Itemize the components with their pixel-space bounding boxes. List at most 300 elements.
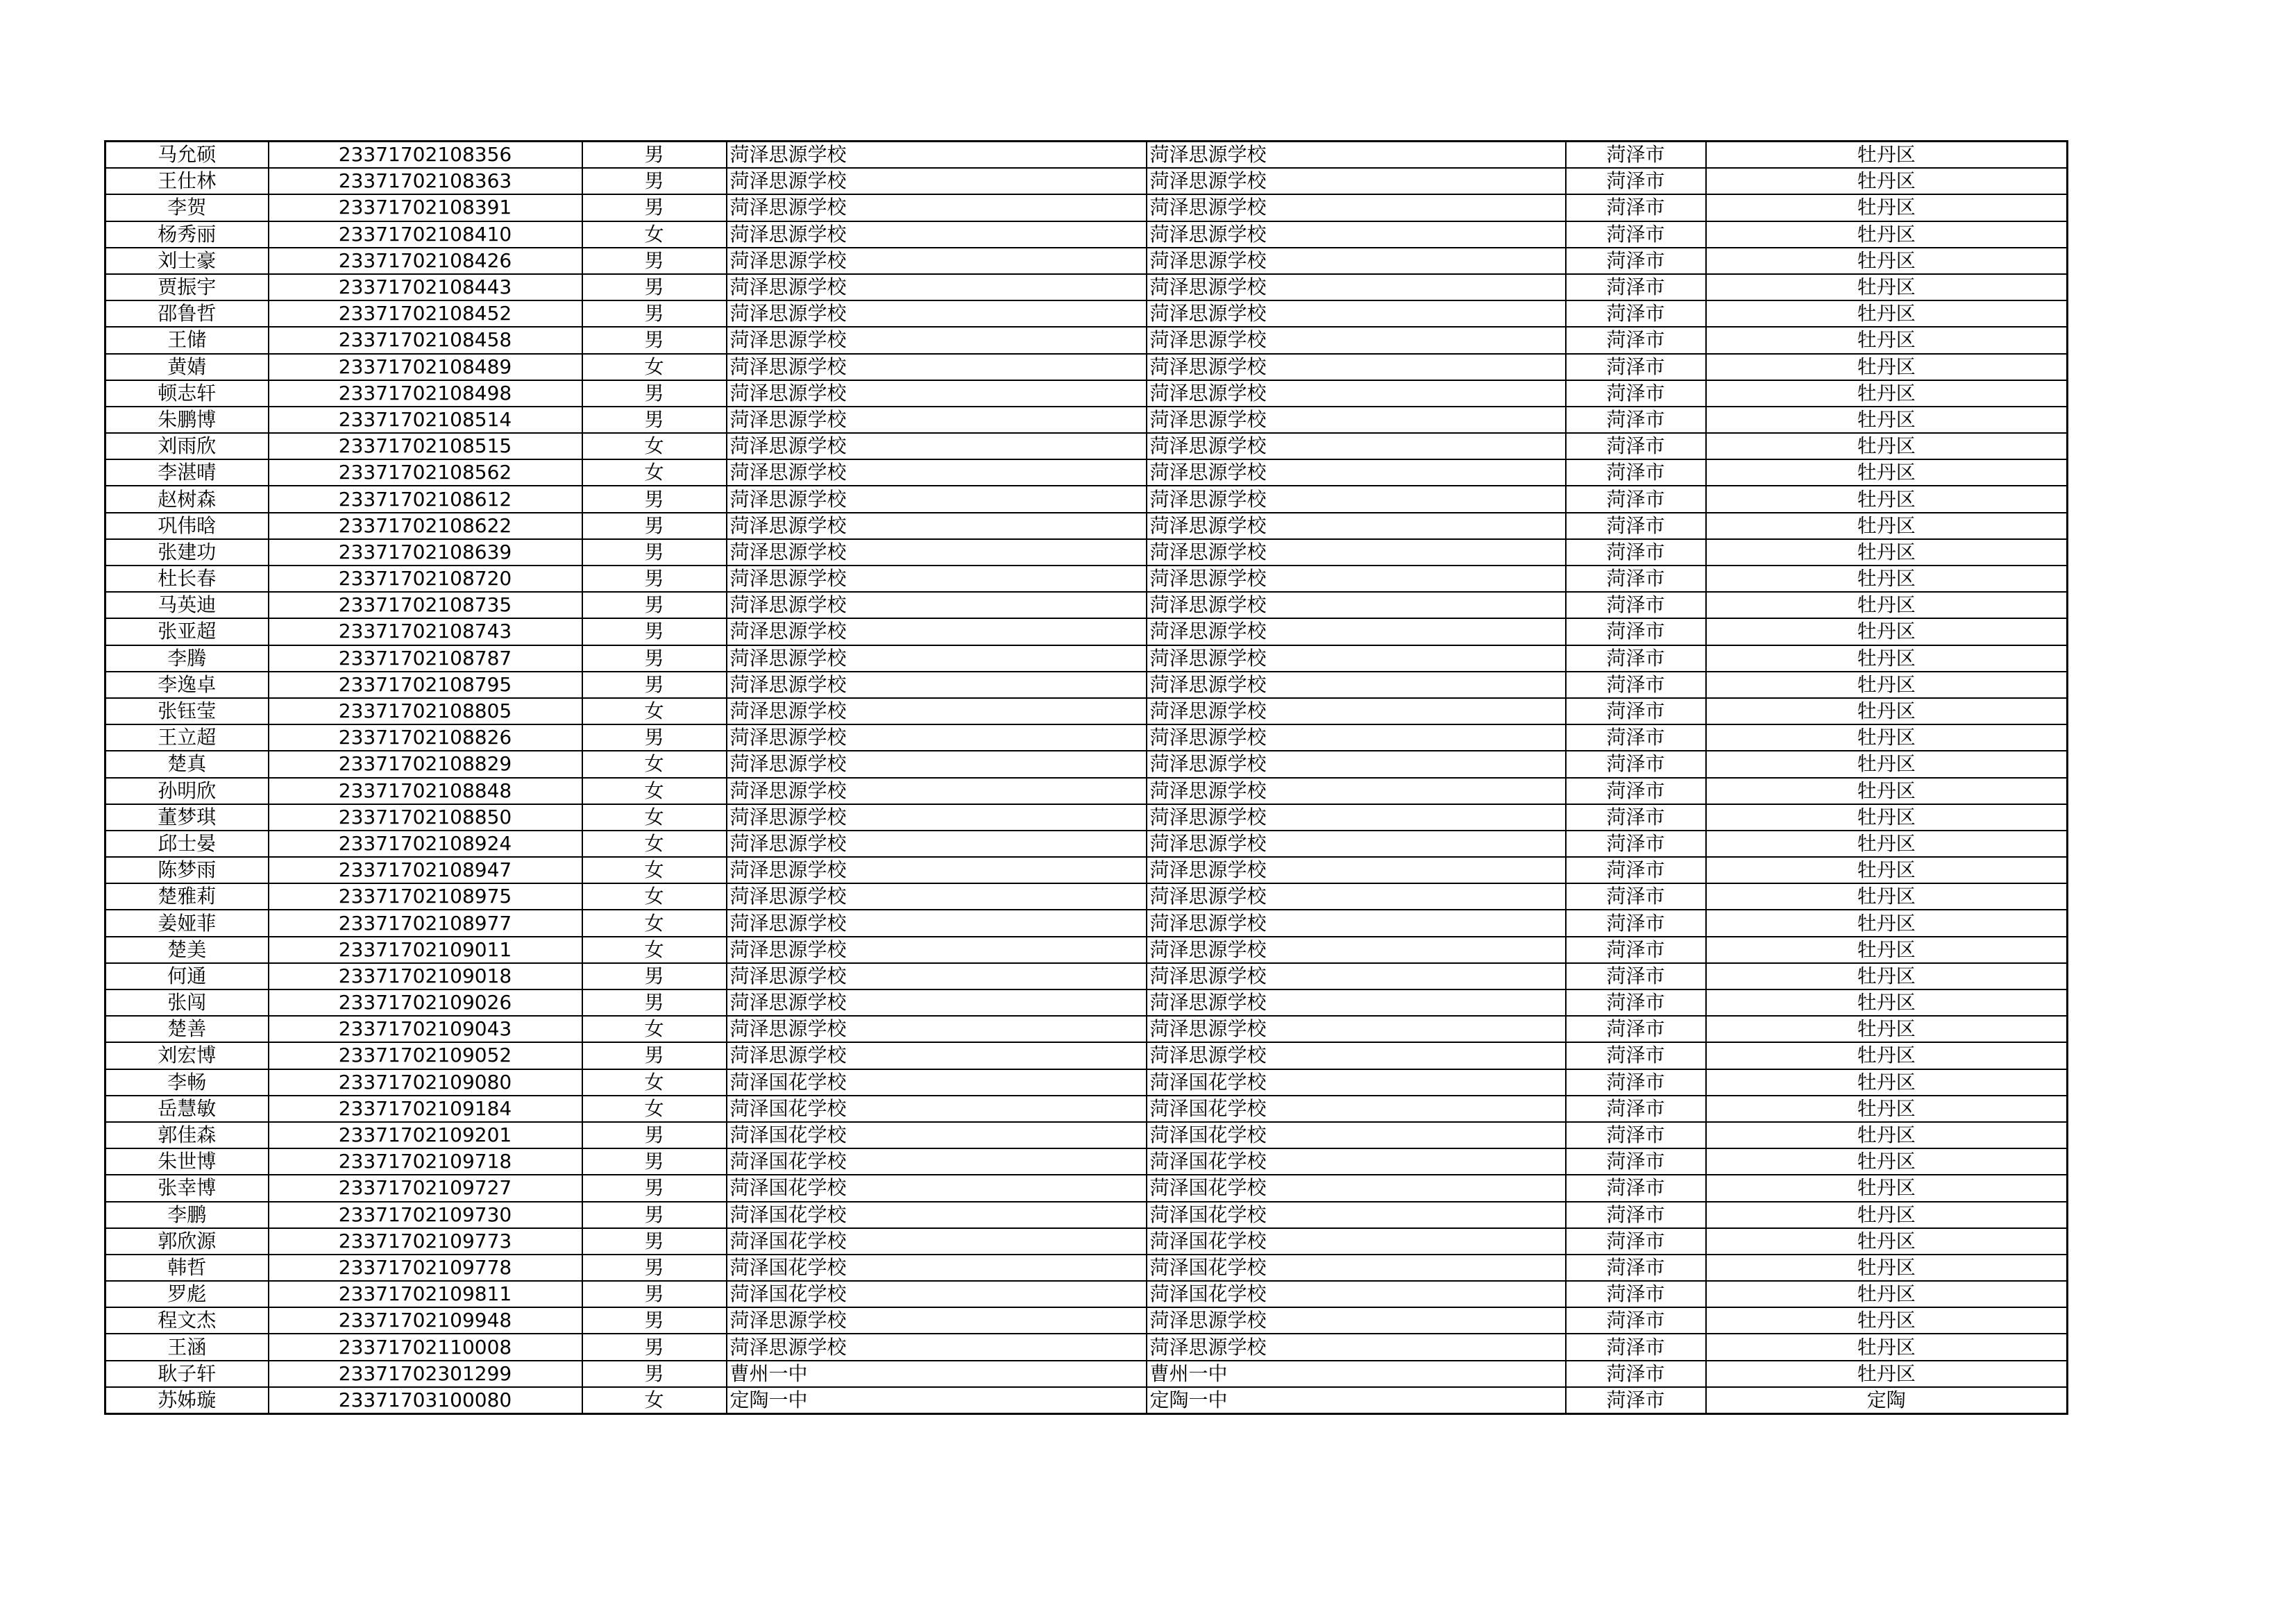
- exam-id-cell: 23371702108452: [269, 300, 582, 327]
- student-name-cell: 邵鲁哲: [105, 300, 269, 327]
- student-name-cell: 朱世博: [105, 1148, 269, 1175]
- gender-cell: 男: [582, 1122, 727, 1148]
- table-row: [105, 221, 2068, 248]
- student-name-cell: 姜娅菲: [105, 910, 269, 936]
- gender-cell: 男: [582, 1361, 727, 1387]
- gender-cell: 男: [582, 274, 727, 300]
- table-row: [105, 1334, 2068, 1360]
- table-row: [105, 804, 2068, 831]
- gender-cell: 女: [582, 804, 727, 831]
- district-cell: 牡丹区: [1706, 1228, 2068, 1255]
- table-row: [105, 327, 2068, 353]
- exam-id-cell: 23371702108977: [269, 910, 582, 936]
- school-cell: 菏泽思源学校: [727, 248, 1147, 274]
- exam-id-cell: 23371702108356: [269, 142, 582, 169]
- city-cell: 菏泽市: [1566, 274, 1706, 300]
- city-cell: 菏泽市: [1566, 380, 1706, 407]
- gender-cell: 男: [582, 1175, 727, 1201]
- school-cell: 菏泽思源学校: [727, 168, 1147, 194]
- graduating-school-cell: 菏泽国花学校: [1147, 1281, 1566, 1307]
- table-row: [105, 592, 2068, 618]
- city-cell: 菏泽市: [1566, 1334, 1706, 1360]
- school-cell: 菏泽思源学校: [727, 857, 1147, 883]
- table-row: [105, 566, 2068, 592]
- district-cell: 牡丹区: [1706, 300, 2068, 327]
- graduating-school-cell: 菏泽思源学校: [1147, 937, 1566, 963]
- table-row: [105, 724, 2068, 751]
- table-row: [105, 910, 2068, 936]
- district-cell: 牡丹区: [1706, 1307, 2068, 1334]
- school-cell: 菏泽思源学校: [727, 698, 1147, 724]
- table-row: [105, 1361, 2068, 1387]
- table-row: [105, 1016, 2068, 1042]
- exam-id-cell: 23371702108743: [269, 618, 582, 645]
- exam-id-cell: 23371702108639: [269, 539, 582, 566]
- district-cell: 牡丹区: [1706, 407, 2068, 433]
- exam-id-cell: 23371702109011: [269, 937, 582, 963]
- school-cell: 菏泽思源学校: [727, 539, 1147, 566]
- school-cell: 菏泽思源学校: [727, 407, 1147, 433]
- district-cell: 定陶: [1706, 1387, 2068, 1414]
- exam-id-cell: 23371702109018: [269, 963, 582, 989]
- graduating-school-cell: 菏泽国花学校: [1147, 1122, 1566, 1148]
- exam-id-cell: 23371702108848: [269, 778, 582, 804]
- gender-cell: 男: [582, 168, 727, 194]
- student-name-cell: 耿子轩: [105, 1361, 269, 1387]
- city-cell: 菏泽市: [1566, 1069, 1706, 1096]
- district-cell: 牡丹区: [1706, 513, 2068, 539]
- exam-id-cell: 23371702109184: [269, 1096, 582, 1122]
- city-cell: 菏泽市: [1566, 168, 1706, 194]
- graduating-school-cell: 菏泽思源学校: [1147, 380, 1566, 407]
- gender-cell: 男: [582, 645, 727, 672]
- exam-id-cell: 23371702108426: [269, 248, 582, 274]
- school-cell: 菏泽思源学校: [727, 433, 1147, 459]
- graduating-school-cell: 菏泽思源学校: [1147, 539, 1566, 566]
- school-cell: 菏泽国花学校: [727, 1175, 1147, 1201]
- table-row: [105, 486, 2068, 512]
- city-cell: 菏泽市: [1566, 513, 1706, 539]
- student-name-cell: 李逸卓: [105, 672, 269, 698]
- gender-cell: 女: [582, 1387, 727, 1414]
- gender-cell: 男: [582, 300, 727, 327]
- student-name-cell: 张建功: [105, 539, 269, 566]
- exam-id-cell: 23371702108612: [269, 486, 582, 512]
- school-cell: 菏泽思源学校: [727, 910, 1147, 936]
- student-name-cell: 楚美: [105, 937, 269, 963]
- graduating-school-cell: 曹州一中: [1147, 1361, 1566, 1387]
- graduating-school-cell: 菏泽思源学校: [1147, 459, 1566, 486]
- gender-cell: 男: [582, 1042, 727, 1069]
- graduating-school-cell: 菏泽思源学校: [1147, 724, 1566, 751]
- table-row: [105, 407, 2068, 433]
- school-cell: 菏泽思源学校: [727, 1042, 1147, 1069]
- graduating-school-cell: 菏泽思源学校: [1147, 804, 1566, 831]
- district-cell: 牡丹区: [1706, 857, 2068, 883]
- student-name-cell: 苏姊璇: [105, 1387, 269, 1414]
- student-name-cell: 郭欣源: [105, 1228, 269, 1255]
- district-cell: 牡丹区: [1706, 168, 2068, 194]
- school-cell: 菏泽国花学校: [727, 1148, 1147, 1175]
- student-name-cell: 王立超: [105, 724, 269, 751]
- district-cell: 牡丹区: [1706, 645, 2068, 672]
- exam-id-cell: 23371702108562: [269, 459, 582, 486]
- gender-cell: 女: [582, 831, 727, 857]
- district-cell: 牡丹区: [1706, 1148, 2068, 1175]
- gender-cell: 男: [582, 1228, 727, 1255]
- exam-id-cell: 23371702108850: [269, 804, 582, 831]
- gender-cell: 女: [582, 751, 727, 777]
- gender-cell: 男: [582, 248, 727, 274]
- student-name-cell: 杨秀丽: [105, 221, 269, 248]
- school-cell: 菏泽思源学校: [727, 592, 1147, 618]
- gender-cell: 男: [582, 194, 727, 221]
- table-row: [105, 989, 2068, 1016]
- student-name-cell: 董梦琪: [105, 804, 269, 831]
- district-cell: 牡丹区: [1706, 804, 2068, 831]
- student-name-cell: 陈梦雨: [105, 857, 269, 883]
- school-cell: 菏泽国花学校: [727, 1228, 1147, 1255]
- city-cell: 菏泽市: [1566, 937, 1706, 963]
- school-cell: 菏泽思源学校: [727, 751, 1147, 777]
- city-cell: 菏泽市: [1566, 327, 1706, 353]
- district-cell: 牡丹区: [1706, 751, 2068, 777]
- school-cell: 菏泽思源学校: [727, 724, 1147, 751]
- graduating-school-cell: 菏泽思源学校: [1147, 248, 1566, 274]
- graduating-school-cell: 菏泽思源学校: [1147, 1334, 1566, 1360]
- graduating-school-cell: 菏泽思源学校: [1147, 1307, 1566, 1334]
- district-cell: 牡丹区: [1706, 1334, 2068, 1360]
- gender-cell: 男: [582, 592, 727, 618]
- graduating-school-cell: 菏泽思源学校: [1147, 1016, 1566, 1042]
- exam-id-cell: 23371702108515: [269, 433, 582, 459]
- graduating-school-cell: 菏泽思源学校: [1147, 989, 1566, 1016]
- exam-id-cell: 23371702109727: [269, 1175, 582, 1201]
- exam-id-cell: 23371702110008: [269, 1334, 582, 1360]
- gender-cell: 男: [582, 1307, 727, 1334]
- district-cell: 牡丹区: [1706, 963, 2068, 989]
- student-name-cell: 黄婧: [105, 354, 269, 380]
- graduating-school-cell: 菏泽思源学校: [1147, 327, 1566, 353]
- district-cell: 牡丹区: [1706, 937, 2068, 963]
- graduating-school-cell: 菏泽思源学校: [1147, 698, 1566, 724]
- exam-id-cell: 23371702109948: [269, 1307, 582, 1334]
- exam-id-cell: 23371702108514: [269, 407, 582, 433]
- school-cell: 菏泽思源学校: [727, 883, 1147, 910]
- city-cell: 菏泽市: [1566, 459, 1706, 486]
- graduating-school-cell: 菏泽思源学校: [1147, 513, 1566, 539]
- district-cell: 牡丹区: [1706, 698, 2068, 724]
- exam-id-cell: 23371702109201: [269, 1122, 582, 1148]
- graduating-school-cell: 菏泽思源学校: [1147, 778, 1566, 804]
- graduating-school-cell: 菏泽国花学校: [1147, 1202, 1566, 1228]
- student-name-cell: 郭佳森: [105, 1122, 269, 1148]
- table-row: [105, 168, 2068, 194]
- district-cell: 牡丹区: [1706, 831, 2068, 857]
- exam-id-cell: 23371702109778: [269, 1255, 582, 1281]
- exam-id-cell: 23371702109811: [269, 1281, 582, 1307]
- exam-id-cell: 23371702109080: [269, 1069, 582, 1096]
- graduating-school-cell: 菏泽思源学校: [1147, 883, 1566, 910]
- school-cell: 菏泽思源学校: [727, 804, 1147, 831]
- table-row: [105, 831, 2068, 857]
- district-cell: 牡丹区: [1706, 486, 2068, 512]
- gender-cell: 女: [582, 459, 727, 486]
- student-name-cell: 楚雅莉: [105, 883, 269, 910]
- table-row: [105, 513, 2068, 539]
- table-row: [105, 698, 2068, 724]
- table-row: [105, 645, 2068, 672]
- table-row: [105, 1148, 2068, 1175]
- student-name-cell: 罗彪: [105, 1281, 269, 1307]
- graduating-school-cell: 菏泽国花学校: [1147, 1069, 1566, 1096]
- city-cell: 菏泽市: [1566, 407, 1706, 433]
- gender-cell: 男: [582, 1281, 727, 1307]
- school-cell: 菏泽思源学校: [727, 963, 1147, 989]
- school-cell: 菏泽思源学校: [727, 645, 1147, 672]
- table-row: [105, 1228, 2068, 1255]
- table-row: [105, 963, 2068, 989]
- school-cell: 菏泽思源学校: [727, 566, 1147, 592]
- district-cell: 牡丹区: [1706, 1096, 2068, 1122]
- city-cell: 菏泽市: [1566, 1148, 1706, 1175]
- graduating-school-cell: 菏泽思源学校: [1147, 354, 1566, 380]
- student-name-cell: 李鹏: [105, 1202, 269, 1228]
- district-cell: 牡丹区: [1706, 142, 2068, 169]
- table-row: [105, 539, 2068, 566]
- exam-id-cell: 23371702109730: [269, 1202, 582, 1228]
- graduating-school-cell: 菏泽思源学校: [1147, 910, 1566, 936]
- school-cell: 菏泽国花学校: [727, 1096, 1147, 1122]
- graduating-school-cell: 菏泽思源学校: [1147, 592, 1566, 618]
- school-cell: 菏泽思源学校: [727, 274, 1147, 300]
- gender-cell: 男: [582, 327, 727, 353]
- district-cell: 牡丹区: [1706, 1069, 2068, 1096]
- city-cell: 菏泽市: [1566, 618, 1706, 645]
- exam-id-cell: 23371702109052: [269, 1042, 582, 1069]
- student-name-cell: 刘雨欣: [105, 433, 269, 459]
- gender-cell: 女: [582, 433, 727, 459]
- city-cell: 菏泽市: [1566, 1096, 1706, 1122]
- student-name-cell: 王仕林: [105, 168, 269, 194]
- district-cell: 牡丹区: [1706, 221, 2068, 248]
- student-name-cell: 李畅: [105, 1069, 269, 1096]
- graduating-school-cell: 菏泽思源学校: [1147, 645, 1566, 672]
- graduating-school-cell: 菏泽思源学校: [1147, 831, 1566, 857]
- district-cell: 牡丹区: [1706, 539, 2068, 566]
- student-name-cell: 韩哲: [105, 1255, 269, 1281]
- gender-cell: 男: [582, 566, 727, 592]
- school-cell: 菏泽思源学校: [727, 778, 1147, 804]
- table-row: [105, 142, 2068, 169]
- graduating-school-cell: 菏泽思源学校: [1147, 407, 1566, 433]
- district-cell: 牡丹区: [1706, 724, 2068, 751]
- city-cell: 菏泽市: [1566, 1387, 1706, 1414]
- district-cell: 牡丹区: [1706, 380, 2068, 407]
- school-cell: 菏泽思源学校: [727, 937, 1147, 963]
- district-cell: 牡丹区: [1706, 459, 2068, 486]
- gender-cell: 男: [582, 1255, 727, 1281]
- table-row: [105, 459, 2068, 486]
- table-row: [105, 778, 2068, 804]
- student-name-cell: 马英迪: [105, 592, 269, 618]
- city-cell: 菏泽市: [1566, 433, 1706, 459]
- gender-cell: 男: [582, 142, 727, 169]
- graduating-school-cell: 菏泽思源学校: [1147, 1042, 1566, 1069]
- school-cell: 定陶一中: [727, 1387, 1147, 1414]
- gender-cell: 男: [582, 407, 727, 433]
- graduating-school-cell: 菏泽国花学校: [1147, 1255, 1566, 1281]
- district-cell: 牡丹区: [1706, 274, 2068, 300]
- exam-id-cell: 23371702108720: [269, 566, 582, 592]
- gender-cell: 女: [582, 1016, 727, 1042]
- gender-cell: 男: [582, 1202, 727, 1228]
- student-name-cell: 李湛晴: [105, 459, 269, 486]
- city-cell: 菏泽市: [1566, 804, 1706, 831]
- table-row: [105, 672, 2068, 698]
- student-name-cell: 王储: [105, 327, 269, 353]
- exam-id-cell: 23371702108410: [269, 221, 582, 248]
- student-name-cell: 顿志轩: [105, 380, 269, 407]
- graduating-school-cell: 菏泽思源学校: [1147, 963, 1566, 989]
- exam-id-cell: 23371702108391: [269, 194, 582, 221]
- school-cell: 菏泽国花学校: [727, 1281, 1147, 1307]
- city-cell: 菏泽市: [1566, 1361, 1706, 1387]
- exam-id-cell: 23371702108924: [269, 831, 582, 857]
- graduating-school-cell: 菏泽思源学校: [1147, 857, 1566, 883]
- city-cell: 菏泽市: [1566, 1042, 1706, 1069]
- table-row: [105, 1281, 2068, 1307]
- school-cell: 菏泽思源学校: [727, 221, 1147, 248]
- graduating-school-cell: 菏泽思源学校: [1147, 672, 1566, 698]
- gender-cell: 男: [582, 513, 727, 539]
- gender-cell: 女: [582, 937, 727, 963]
- district-cell: 牡丹区: [1706, 1255, 2068, 1281]
- gender-cell: 男: [582, 1148, 727, 1175]
- student-name-cell: 张幸博: [105, 1175, 269, 1201]
- district-cell: 牡丹区: [1706, 433, 2068, 459]
- gender-cell: 女: [582, 1096, 727, 1122]
- city-cell: 菏泽市: [1566, 354, 1706, 380]
- graduating-school-cell: 菏泽国花学校: [1147, 1228, 1566, 1255]
- exam-id-cell: 23371702108947: [269, 857, 582, 883]
- school-cell: 菏泽思源学校: [727, 459, 1147, 486]
- table-body: [105, 142, 2068, 1414]
- graduating-school-cell: 菏泽国花学校: [1147, 1175, 1566, 1201]
- district-cell: 牡丹区: [1706, 354, 2068, 380]
- exam-id-cell: 23371702109718: [269, 1148, 582, 1175]
- table-row: [105, 354, 2068, 380]
- city-cell: 菏泽市: [1566, 1255, 1706, 1281]
- city-cell: 菏泽市: [1566, 1122, 1706, 1148]
- district-cell: 牡丹区: [1706, 1016, 2068, 1042]
- gender-cell: 女: [582, 910, 727, 936]
- school-cell: 菏泽思源学校: [727, 380, 1147, 407]
- city-cell: 菏泽市: [1566, 883, 1706, 910]
- city-cell: 菏泽市: [1566, 989, 1706, 1016]
- student-name-cell: 巩伟晗: [105, 513, 269, 539]
- school-cell: 菏泽思源学校: [727, 672, 1147, 698]
- student-name-cell: 张钰莹: [105, 698, 269, 724]
- student-name-cell: 李腾: [105, 645, 269, 672]
- gender-cell: 女: [582, 778, 727, 804]
- city-cell: 菏泽市: [1566, 566, 1706, 592]
- city-cell: 菏泽市: [1566, 592, 1706, 618]
- student-name-cell: 楚真: [105, 751, 269, 777]
- school-cell: 菏泽思源学校: [727, 513, 1147, 539]
- city-cell: 菏泽市: [1566, 724, 1706, 751]
- table-row: [105, 1096, 2068, 1122]
- table-row: [105, 857, 2068, 883]
- gender-cell: 女: [582, 883, 727, 910]
- city-cell: 菏泽市: [1566, 221, 1706, 248]
- table-row: [105, 274, 2068, 300]
- student-name-cell: 邱士晏: [105, 831, 269, 857]
- student-name-cell: 岳慧敏: [105, 1096, 269, 1122]
- school-cell: 曹州一中: [727, 1361, 1147, 1387]
- table-row: [105, 1122, 2068, 1148]
- graduating-school-cell: 菏泽思源学校: [1147, 221, 1566, 248]
- city-cell: 菏泽市: [1566, 751, 1706, 777]
- district-cell: 牡丹区: [1706, 778, 2068, 804]
- district-cell: 牡丹区: [1706, 592, 2068, 618]
- city-cell: 菏泽市: [1566, 1175, 1706, 1201]
- school-cell: 菏泽思源学校: [727, 1307, 1147, 1334]
- student-name-cell: 张闯: [105, 989, 269, 1016]
- city-cell: 菏泽市: [1566, 672, 1706, 698]
- graduating-school-cell: 菏泽思源学校: [1147, 566, 1566, 592]
- city-cell: 菏泽市: [1566, 194, 1706, 221]
- school-cell: 菏泽思源学校: [727, 486, 1147, 512]
- school-cell: 菏泽思源学校: [727, 300, 1147, 327]
- exam-id-cell: 23371702108498: [269, 380, 582, 407]
- graduating-school-cell: 菏泽思源学校: [1147, 300, 1566, 327]
- district-cell: 牡丹区: [1706, 1175, 2068, 1201]
- student-name-cell: 孙明欣: [105, 778, 269, 804]
- graduating-school-cell: 菏泽思源学校: [1147, 618, 1566, 645]
- district-cell: 牡丹区: [1706, 1202, 2068, 1228]
- school-cell: 菏泽思源学校: [727, 989, 1147, 1016]
- exam-id-cell: 23371702108458: [269, 327, 582, 353]
- table-row: [105, 618, 2068, 645]
- graduating-school-cell: 菏泽思源学校: [1147, 194, 1566, 221]
- table-row: [105, 433, 2068, 459]
- city-cell: 菏泽市: [1566, 857, 1706, 883]
- table-row: [105, 1202, 2068, 1228]
- table-row: [105, 1175, 2068, 1201]
- school-cell: 菏泽国花学校: [727, 1122, 1147, 1148]
- student-name-cell: 刘士豪: [105, 248, 269, 274]
- school-cell: 菏泽思源学校: [727, 831, 1147, 857]
- graduating-school-cell: 菏泽思源学校: [1147, 168, 1566, 194]
- student-name-cell: 马允硕: [105, 142, 269, 169]
- exam-id-cell: 23371702108735: [269, 592, 582, 618]
- table-row: [105, 751, 2068, 777]
- gender-cell: 男: [582, 963, 727, 989]
- exam-id-cell: 23371702108363: [269, 168, 582, 194]
- graduating-school-cell: 菏泽国花学校: [1147, 1096, 1566, 1122]
- city-cell: 菏泽市: [1566, 778, 1706, 804]
- city-cell: 菏泽市: [1566, 486, 1706, 512]
- district-cell: 牡丹区: [1706, 248, 2068, 274]
- student-name-cell: 张亚超: [105, 618, 269, 645]
- table-row: [105, 194, 2068, 221]
- district-cell: 牡丹区: [1706, 618, 2068, 645]
- school-cell: 菏泽国花学校: [727, 1069, 1147, 1096]
- gender-cell: 男: [582, 724, 727, 751]
- student-name-cell: 赵树森: [105, 486, 269, 512]
- district-cell: 牡丹区: [1706, 194, 2068, 221]
